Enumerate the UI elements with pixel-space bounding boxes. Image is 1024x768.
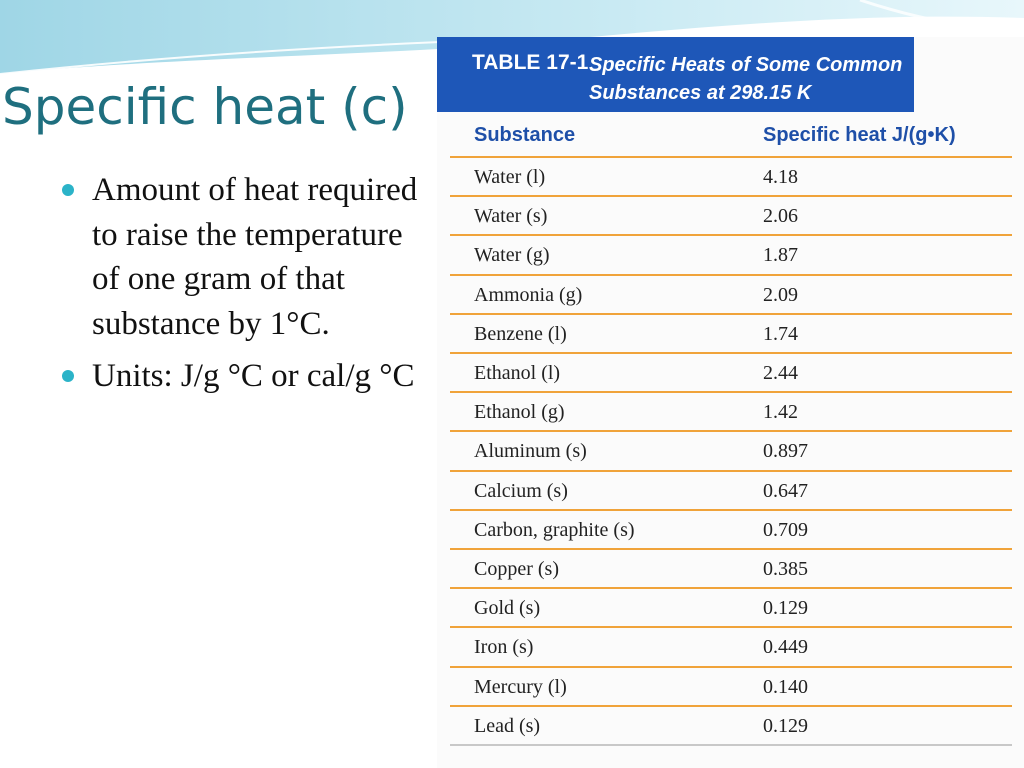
cell-specific-heat: 0.449 [763, 636, 808, 659]
bullet-item-units [62, 354, 422, 399]
bullet-list [62, 168, 422, 407]
table-row [450, 589, 1012, 628]
cell-specific-heat: 2.44 [763, 362, 798, 384]
cell-substance: Lead (s) [474, 714, 541, 737]
cell-substance: Calcium (s) [474, 479, 568, 502]
cell-specific-heat: 4.18 [763, 166, 798, 188]
cell-specific-heat: 1.74 [763, 322, 798, 345]
cell-substance: Mercury (l) [474, 675, 567, 698]
cell-specific-heat: 1.42 [763, 401, 798, 424]
cell-substance: Water (g) [474, 244, 550, 267]
table-row [450, 511, 1012, 550]
table-row [450, 707, 1012, 746]
column-header-substance: Substance [474, 124, 576, 146]
table-caption [589, 51, 902, 107]
table-row [450, 354, 1012, 393]
table-row [450, 236, 1012, 275]
cell-substance: Iron (s) [474, 636, 534, 659]
table-number: TABLE 17-1 [472, 51, 589, 74]
row-divider [450, 744, 1012, 746]
bullet-item-definition [62, 168, 422, 346]
bullet-dot-icon [62, 370, 74, 382]
cell-substance: Ethanol (l) [474, 362, 561, 384]
table-row [450, 393, 1012, 432]
cell-substance: Copper (s) [474, 558, 559, 580]
table-header-banner [437, 37, 914, 112]
bullet-text-units: Units: J/g °C or cal/g °C [92, 358, 415, 394]
slide-title: Specific heat (c) [2, 78, 408, 136]
cell-substance: Ammonia (g) [474, 283, 583, 306]
cell-specific-heat: 0.129 [763, 714, 808, 737]
cell-substance: Gold (s) [474, 597, 541, 620]
cell-specific-heat: 2.06 [763, 205, 798, 228]
cell-specific-heat: 1.87 [763, 244, 798, 267]
specific-heat-table [437, 37, 1024, 768]
cell-specific-heat: 0.385 [763, 558, 808, 580]
cell-specific-heat: 2.09 [763, 283, 798, 306]
table-row [450, 668, 1012, 707]
table-caption-line-2: Substances at 298.15 K [589, 82, 812, 104]
cell-specific-heat: 0.140 [763, 675, 808, 698]
cell-substance: Carbon, graphite (s) [474, 518, 635, 541]
table-row [450, 158, 1012, 197]
cell-substance: Water (l) [474, 166, 546, 188]
cell-specific-heat: 0.129 [763, 597, 808, 620]
table-row [450, 197, 1012, 236]
table-row [450, 472, 1012, 511]
table-row [450, 276, 1012, 315]
cell-specific-heat: 0.897 [763, 440, 808, 463]
column-header-specific-heat: Specific heat J/(g•K) [763, 124, 956, 146]
table-caption-line-1: Specific Heats of Some Common [589, 54, 903, 76]
cell-substance: Ethanol (g) [474, 401, 565, 424]
table-row [450, 315, 1012, 354]
table-row [450, 550, 1012, 589]
bullet-dot-icon [62, 184, 74, 196]
cell-substance: Benzene (l) [474, 322, 567, 345]
cell-specific-heat: 0.709 [763, 518, 808, 541]
cell-substance: Aluminum (s) [474, 440, 587, 463]
table-row [450, 628, 1012, 667]
table-row [450, 432, 1012, 471]
cell-substance: Water (s) [474, 205, 548, 228]
cell-specific-heat: 0.647 [763, 479, 808, 502]
bullet-text-definition: Amount of heat required to raise the temperature of one gram of that substance by 1°C. [92, 172, 418, 342]
